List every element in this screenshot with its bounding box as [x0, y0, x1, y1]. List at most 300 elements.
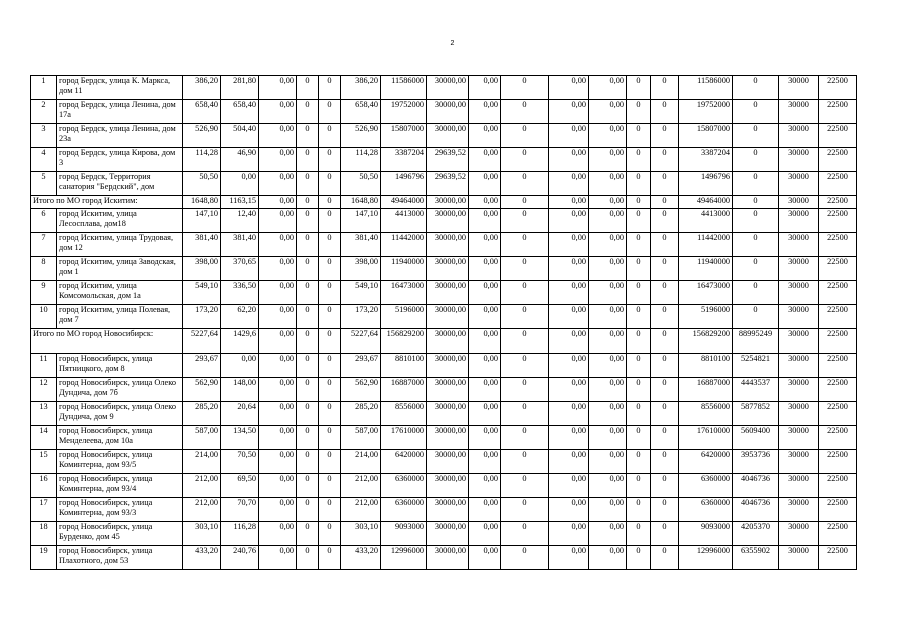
value-cell: 0: [297, 124, 319, 148]
value-cell: 50,50: [341, 172, 381, 196]
value-cell: 0: [501, 281, 549, 305]
value-cell: 17610000: [679, 426, 733, 450]
value-cell: 0: [297, 426, 319, 450]
value-cell: 504,40: [221, 124, 259, 148]
row-number-cell: 6: [31, 209, 57, 233]
value-cell: 212,00: [341, 498, 381, 522]
value-cell: 148,00: [221, 378, 259, 402]
value-cell: 1496796: [679, 172, 733, 196]
row-number-cell: 9: [31, 281, 57, 305]
page-number: 2: [450, 40, 455, 47]
value-cell: 70,70: [221, 498, 259, 522]
value-cell: 0,00: [469, 546, 501, 570]
address-cell: город Искитим, улица Трудовая, дом 12: [57, 233, 183, 257]
value-cell: 22500: [819, 76, 857, 100]
table-row: [31, 354, 857, 378]
value-cell: 30000: [779, 209, 819, 233]
value-cell: 0: [733, 233, 779, 257]
subtotal-value-cell: 0,00: [549, 329, 589, 354]
value-cell: 0,00: [549, 546, 589, 570]
value-cell: 381,40: [341, 233, 381, 257]
value-cell: 0,00: [259, 100, 297, 124]
value-cell: 0: [319, 76, 341, 100]
value-cell: 30000,00: [427, 233, 469, 257]
value-cell: 0: [651, 354, 679, 378]
value-cell: 0,00: [549, 474, 589, 498]
value-cell: 0: [627, 305, 651, 329]
value-cell: 4443537: [733, 378, 779, 402]
value-cell: 16887000: [679, 378, 733, 402]
subtotal-value-cell: 0: [627, 196, 651, 209]
table-row: [31, 450, 857, 474]
value-cell: 30000: [779, 546, 819, 570]
value-cell: 0: [297, 305, 319, 329]
value-cell: 0: [501, 546, 549, 570]
value-cell: 0: [501, 378, 549, 402]
value-cell: 0: [501, 148, 549, 172]
value-cell: 30000,00: [427, 100, 469, 124]
value-cell: 30000: [779, 100, 819, 124]
value-cell: 0: [319, 450, 341, 474]
value-cell: 114,28: [341, 148, 381, 172]
address-cell: город Новосибирск, улица Менделеева, дом 10а: [57, 426, 183, 450]
value-cell: 22500: [819, 124, 857, 148]
value-cell: 0,00: [259, 233, 297, 257]
subtotal-value-cell: 0,00: [259, 329, 297, 354]
subtotal-value-cell: 0,00: [469, 196, 501, 209]
value-cell: 0,00: [589, 233, 627, 257]
value-cell: 0: [733, 124, 779, 148]
value-cell: 0: [319, 426, 341, 450]
row-number-cell: 17: [31, 498, 57, 522]
value-cell: 285,20: [341, 402, 381, 426]
value-cell: 22500: [819, 354, 857, 378]
value-cell: 30000,00: [427, 522, 469, 546]
value-cell: 0,00: [589, 522, 627, 546]
value-cell: 30000: [779, 148, 819, 172]
value-cell: 0: [627, 233, 651, 257]
value-cell: 0: [297, 450, 319, 474]
value-cell: 0,00: [259, 76, 297, 100]
value-cell: 30000: [779, 281, 819, 305]
value-cell: 30000: [779, 474, 819, 498]
value-cell: 526,90: [183, 124, 221, 148]
subtotal-value-cell: 49464000: [381, 196, 427, 209]
value-cell: 22500: [819, 546, 857, 570]
address-cell: город Бердск, улица Ленина, дом 23а: [57, 124, 183, 148]
value-cell: 22500: [819, 233, 857, 257]
value-cell: 20,64: [221, 402, 259, 426]
value-cell: 0,00: [549, 233, 589, 257]
address-cell: город Бердск, Территория санатория "Бердский", дом: [57, 172, 183, 196]
value-cell: 30000: [779, 402, 819, 426]
value-cell: 50,50: [183, 172, 221, 196]
value-cell: 0,00: [469, 100, 501, 124]
subtotal-value-cell: 1163,15: [221, 196, 259, 209]
value-cell: 30000,00: [427, 305, 469, 329]
value-cell: 0,00: [589, 426, 627, 450]
value-cell: 3953736: [733, 450, 779, 474]
value-cell: 30000: [779, 378, 819, 402]
value-cell: 8810100: [679, 354, 733, 378]
value-cell: 116,28: [221, 522, 259, 546]
value-cell: 5877852: [733, 402, 779, 426]
value-cell: 30000,00: [427, 450, 469, 474]
value-cell: 12996000: [381, 546, 427, 570]
value-cell: 30000,00: [427, 474, 469, 498]
value-cell: 0,00: [589, 281, 627, 305]
table-row: [31, 498, 857, 522]
value-cell: 0,00: [549, 522, 589, 546]
subtotal-value-cell: 5227,64: [341, 329, 381, 354]
value-cell: 0,00: [469, 354, 501, 378]
value-cell: 0: [651, 124, 679, 148]
value-cell: 30000,00: [427, 402, 469, 426]
value-cell: 0: [627, 76, 651, 100]
subtotal-value-cell: 30000,00: [427, 329, 469, 354]
subtotal-row: [31, 329, 857, 354]
value-cell: 0,00: [469, 305, 501, 329]
value-cell: 0,00: [469, 450, 501, 474]
subtotal-value-cell: 156829200: [679, 329, 733, 354]
value-cell: 9093000: [679, 522, 733, 546]
value-cell: 1496796: [381, 172, 427, 196]
value-cell: 30000: [779, 305, 819, 329]
value-cell: 433,20: [183, 546, 221, 570]
value-cell: 11442000: [679, 233, 733, 257]
value-cell: 0,00: [259, 209, 297, 233]
value-cell: 6360000: [381, 498, 427, 522]
value-cell: 0,00: [589, 498, 627, 522]
value-cell: 0: [651, 76, 679, 100]
row-number-cell: 14: [31, 426, 57, 450]
value-cell: 19752000: [679, 100, 733, 124]
value-cell: 336,50: [221, 281, 259, 305]
value-cell: 0,00: [549, 124, 589, 148]
address-cell: город Искитим, улица Лесосплава, дом18: [57, 209, 183, 233]
subtotal-value-cell: 0: [319, 196, 341, 209]
value-cell: 0: [297, 546, 319, 570]
subtotal-value-cell: 30000,00: [427, 196, 469, 209]
value-cell: 147,10: [341, 209, 381, 233]
value-cell: 0: [651, 546, 679, 570]
subtotal-value-cell: 1648,80: [341, 196, 381, 209]
row-number-cell: 7: [31, 233, 57, 257]
value-cell: 12,40: [221, 209, 259, 233]
value-cell: 11442000: [381, 233, 427, 257]
subtotal-value-cell: 0: [733, 196, 779, 209]
value-cell: 5254821: [733, 354, 779, 378]
value-cell: 0: [651, 172, 679, 196]
subtotal-value-cell: 0,00: [589, 196, 627, 209]
value-cell: 0,00: [589, 305, 627, 329]
value-cell: 6420000: [381, 450, 427, 474]
value-cell: 240,76: [221, 546, 259, 570]
value-cell: 30000: [779, 354, 819, 378]
value-cell: 0: [733, 172, 779, 196]
table-body: [31, 76, 857, 570]
value-cell: 0: [297, 148, 319, 172]
address-cell: город Новосибирск, улица Пятницкого, дом 8: [57, 354, 183, 378]
value-cell: 0,00: [259, 281, 297, 305]
subtotal-value-cell: 0: [651, 329, 679, 354]
value-cell: 22500: [819, 172, 857, 196]
value-cell: 562,90: [183, 378, 221, 402]
table-row: [31, 426, 857, 450]
value-cell: 0: [651, 281, 679, 305]
subtotal-label-cell: Итого по МО город Новосибирск:: [31, 329, 183, 354]
value-cell: 114,28: [183, 148, 221, 172]
value-cell: 0: [651, 305, 679, 329]
row-number-cell: 13: [31, 402, 57, 426]
value-cell: 0,00: [589, 257, 627, 281]
value-cell: 11586000: [381, 76, 427, 100]
value-cell: 0,00: [589, 546, 627, 570]
value-cell: 5196000: [381, 305, 427, 329]
value-cell: 0,00: [469, 172, 501, 196]
value-cell: 22500: [819, 209, 857, 233]
value-cell: 212,00: [341, 474, 381, 498]
value-cell: 3387204: [381, 148, 427, 172]
value-cell: 0,00: [221, 172, 259, 196]
value-cell: 0,00: [221, 354, 259, 378]
table-row: [31, 305, 857, 329]
value-cell: 0,00: [259, 378, 297, 402]
subtotal-value-cell: 0: [319, 329, 341, 354]
value-cell: 173,20: [341, 305, 381, 329]
value-cell: 0: [651, 426, 679, 450]
value-cell: 0: [627, 522, 651, 546]
value-cell: 587,00: [183, 426, 221, 450]
value-cell: 0: [501, 209, 549, 233]
table-row: [31, 378, 857, 402]
value-cell: 0: [319, 402, 341, 426]
value-cell: 0: [651, 378, 679, 402]
value-cell: 0,00: [469, 257, 501, 281]
value-cell: 0: [319, 498, 341, 522]
value-cell: 0,00: [589, 402, 627, 426]
value-cell: 30000,00: [427, 209, 469, 233]
value-cell: 0,00: [259, 498, 297, 522]
value-cell: 0,00: [589, 474, 627, 498]
value-cell: 658,40: [341, 100, 381, 124]
value-cell: 0: [651, 522, 679, 546]
value-cell: 0,00: [469, 378, 501, 402]
value-cell: 0: [297, 474, 319, 498]
table-row: [31, 76, 857, 100]
value-cell: 30000,00: [427, 281, 469, 305]
value-cell: 62,20: [221, 305, 259, 329]
value-cell: 30000,00: [427, 546, 469, 570]
row-number-cell: 12: [31, 378, 57, 402]
value-cell: 30000: [779, 233, 819, 257]
value-cell: 22500: [819, 257, 857, 281]
value-cell: 381,40: [183, 233, 221, 257]
value-cell: 0,00: [589, 450, 627, 474]
table-row: [31, 281, 857, 305]
subtotal-value-cell: 88995249: [733, 329, 779, 354]
value-cell: 0,00: [589, 209, 627, 233]
value-cell: 281,80: [221, 76, 259, 100]
value-cell: 0: [733, 305, 779, 329]
table-row: [31, 148, 857, 172]
value-cell: 0: [627, 124, 651, 148]
value-cell: 433,20: [341, 546, 381, 570]
value-cell: 0: [627, 378, 651, 402]
subtotal-value-cell: 22500: [819, 329, 857, 354]
value-cell: 0,00: [549, 281, 589, 305]
value-cell: 0,00: [589, 100, 627, 124]
value-cell: 0,00: [259, 257, 297, 281]
value-cell: 0,00: [549, 305, 589, 329]
value-cell: 4205370: [733, 522, 779, 546]
address-cell: город Бердск, улица К. Маркса, дом 11: [57, 76, 183, 100]
value-cell: 0: [297, 233, 319, 257]
value-cell: 0: [319, 281, 341, 305]
value-cell: 16473000: [381, 281, 427, 305]
subtotal-value-cell: 0,00: [589, 329, 627, 354]
value-cell: 0,00: [549, 257, 589, 281]
value-cell: 30000: [779, 498, 819, 522]
value-cell: 0: [501, 498, 549, 522]
subtotal-value-cell: 5227,64: [183, 329, 221, 354]
value-cell: 0: [651, 474, 679, 498]
value-cell: 0,00: [469, 426, 501, 450]
value-cell: 173,20: [183, 305, 221, 329]
value-cell: 0,00: [589, 76, 627, 100]
subtotal-value-cell: 0: [651, 196, 679, 209]
address-cell: город Искитим, улица Комсомольская, дом 1а: [57, 281, 183, 305]
value-cell: 0: [651, 498, 679, 522]
row-number-cell: 1: [31, 76, 57, 100]
value-cell: 22500: [819, 522, 857, 546]
row-number-cell: 19: [31, 546, 57, 570]
value-cell: 0: [297, 281, 319, 305]
value-cell: 22500: [819, 100, 857, 124]
value-cell: 0,00: [549, 378, 589, 402]
value-cell: 0: [501, 474, 549, 498]
value-cell: 0,00: [549, 426, 589, 450]
subtotal-value-cell: 0,00: [469, 329, 501, 354]
value-cell: 285,20: [183, 402, 221, 426]
value-cell: 0,00: [469, 124, 501, 148]
value-cell: 0: [319, 546, 341, 570]
value-cell: 0: [501, 172, 549, 196]
value-cell: 12996000: [679, 546, 733, 570]
value-cell: 0: [627, 546, 651, 570]
value-cell: 4046736: [733, 498, 779, 522]
value-cell: 0: [319, 354, 341, 378]
value-cell: 0: [319, 522, 341, 546]
value-cell: 0,00: [589, 354, 627, 378]
value-cell: 0: [627, 148, 651, 172]
value-cell: 0: [627, 172, 651, 196]
value-cell: 22500: [819, 281, 857, 305]
value-cell: 0: [627, 209, 651, 233]
value-cell: 0,00: [549, 76, 589, 100]
value-cell: 11940000: [679, 257, 733, 281]
value-cell: 293,67: [341, 354, 381, 378]
value-cell: 6360000: [679, 498, 733, 522]
value-cell: 0: [297, 498, 319, 522]
value-cell: 30000,00: [427, 354, 469, 378]
row-number-cell: 10: [31, 305, 57, 329]
value-cell: 0,00: [589, 378, 627, 402]
value-cell: 303,10: [341, 522, 381, 546]
value-cell: 0,00: [259, 546, 297, 570]
value-cell: 0,00: [469, 474, 501, 498]
value-cell: 0,00: [469, 402, 501, 426]
value-cell: 0: [319, 148, 341, 172]
value-cell: 0,00: [259, 522, 297, 546]
value-cell: 19752000: [381, 100, 427, 124]
value-cell: 22500: [819, 378, 857, 402]
value-cell: 386,20: [183, 76, 221, 100]
value-cell: 30000: [779, 76, 819, 100]
value-cell: 0,00: [589, 124, 627, 148]
value-cell: 212,00: [183, 498, 221, 522]
value-cell: 0: [651, 402, 679, 426]
value-cell: 0: [297, 76, 319, 100]
value-cell: 303,10: [183, 522, 221, 546]
value-cell: 3387204: [679, 148, 733, 172]
value-cell: 22500: [819, 305, 857, 329]
value-cell: 16887000: [381, 378, 427, 402]
value-cell: 22500: [819, 474, 857, 498]
value-cell: 0: [651, 450, 679, 474]
value-cell: 0: [651, 233, 679, 257]
value-cell: 70,50: [221, 450, 259, 474]
value-cell: 0: [627, 257, 651, 281]
subtotal-value-cell: 0,00: [549, 196, 589, 209]
address-cell: город Новосибирск, улица Олеко Дундича, дом 9: [57, 402, 183, 426]
value-cell: 22500: [819, 148, 857, 172]
value-cell: 0: [627, 498, 651, 522]
value-cell: 0: [297, 209, 319, 233]
subtotal-value-cell: 1429,6: [221, 329, 259, 354]
subtotal-row: [31, 196, 857, 209]
value-cell: 0,00: [549, 209, 589, 233]
subtotal-value-cell: 1648,80: [183, 196, 221, 209]
row-number-cell: 4: [31, 148, 57, 172]
value-cell: 0: [319, 474, 341, 498]
value-cell: 0: [501, 402, 549, 426]
value-cell: 0: [733, 257, 779, 281]
value-cell: 0,00: [469, 522, 501, 546]
value-cell: 6420000: [679, 450, 733, 474]
row-number-cell: 18: [31, 522, 57, 546]
value-cell: 0: [319, 305, 341, 329]
value-cell: 8556000: [381, 402, 427, 426]
table-row: [31, 546, 857, 570]
value-cell: 398,00: [183, 257, 221, 281]
address-cell: город Искитим, улица Заводская, дом 1: [57, 257, 183, 281]
value-cell: 22500: [819, 450, 857, 474]
value-cell: 0: [651, 148, 679, 172]
value-cell: 0: [297, 522, 319, 546]
value-cell: 214,00: [183, 450, 221, 474]
value-cell: 9093000: [381, 522, 427, 546]
value-cell: 8556000: [679, 402, 733, 426]
value-cell: 0: [319, 172, 341, 196]
table-row: [31, 257, 857, 281]
value-cell: 0,00: [469, 281, 501, 305]
value-cell: 0: [501, 426, 549, 450]
value-cell: 30000: [779, 172, 819, 196]
value-cell: 30000,00: [427, 426, 469, 450]
value-cell: 398,00: [341, 257, 381, 281]
value-cell: 0,00: [549, 450, 589, 474]
